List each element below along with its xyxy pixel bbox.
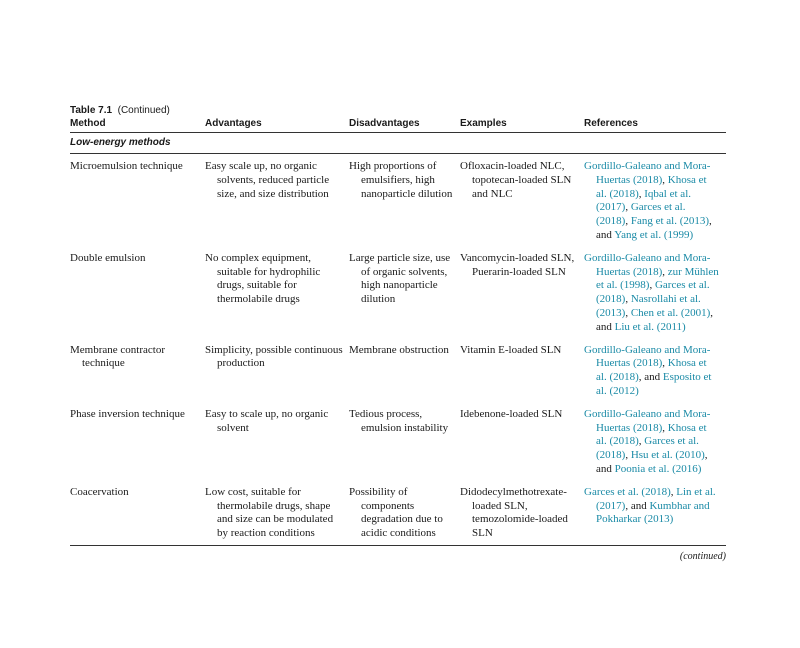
reference-separator: , and — [596, 449, 708, 475]
cell-disadvantages: Large particle size, use of organic solvents, high nanoparticle dilution — [349, 251, 451, 306]
cell-references — [584, 486, 720, 527]
reference-separator: , — [662, 173, 668, 186]
reference-separator: , — [662, 265, 668, 278]
cell-method-container — [70, 404, 205, 482]
cell-method-container — [70, 482, 205, 546]
reference-separator: , — [638, 435, 645, 448]
cell-method-container — [70, 340, 205, 404]
reference-link[interactable]: Nasrollahi et al. (2013) — [596, 293, 701, 319]
cell-references — [584, 344, 720, 399]
reference-separator: , and — [625, 499, 650, 512]
cell-references — [584, 252, 720, 335]
cell-method: Membrane contractor technique — [70, 343, 165, 370]
table-row — [70, 482, 726, 546]
reference-link[interactable]: Iqbal et al. (2017) — [596, 187, 691, 214]
reference-link[interactable]: Lin et al. (2017) — [596, 485, 716, 512]
cell-references-container — [584, 154, 726, 248]
table-row — [70, 248, 726, 340]
cell-examples-container — [460, 482, 584, 546]
reference-separator: , — [625, 215, 631, 228]
cell-disadvantages-container — [349, 340, 460, 404]
reference-link[interactable]: Liu et al. (2011) — [614, 320, 686, 333]
cell-method: Coacervation — [70, 485, 129, 498]
cell-advantages: Easy to scale up, no organic solvent — [205, 407, 329, 434]
cell-disadvantages-container — [349, 154, 460, 248]
reference-link[interactable]: Yang et al. (1999) — [614, 228, 694, 241]
reference-link[interactable]: Esposito et al. (2012) — [596, 371, 712, 397]
cell-references-container — [584, 340, 726, 404]
table-body — [70, 154, 726, 546]
table-header-row — [70, 117, 726, 133]
cell-examples: Vitamin E-loaded SLN — [460, 343, 562, 356]
cell-examples-container — [460, 404, 584, 482]
reference-separator: , — [662, 357, 668, 370]
cell-advantages-container — [205, 248, 349, 340]
reference-separator: , — [625, 201, 631, 214]
reference-separator: , — [625, 449, 631, 462]
reference-link[interactable]: Gordillo-Galeano and Mora-Huertas (2018) — [584, 251, 711, 278]
cell-references-container — [584, 404, 726, 482]
cell-disadvantages-container — [349, 248, 460, 340]
table-row — [70, 404, 726, 482]
table-container — [70, 104, 726, 563]
cell-examples: Vancomycin-loaded SLN, Puerarin-loaded SLN — [460, 251, 575, 278]
header-references: References — [584, 117, 726, 133]
reference-link[interactable]: Fang et al. (2013) — [630, 215, 710, 228]
reference-link[interactable]: Khosa et al. (2018) — [596, 421, 707, 448]
reference-separator: , — [638, 187, 645, 200]
reference-link[interactable]: Gordillo-Galeano and Mora-Huertas (2018) — [584, 407, 711, 434]
cell-examples: Didodecylmethotrexate-loaded SLN, temozolomide-loaded SLN — [460, 485, 568, 540]
reference-separator: , — [662, 421, 668, 434]
cell-method: Double emulsion — [70, 251, 146, 264]
cell-examples: Idebenone-loaded SLN — [460, 407, 563, 420]
reference-link[interactable]: Garces et al. (2018) — [584, 485, 671, 498]
continued-note: (continued) — [679, 550, 726, 562]
reference-separator: , and — [596, 215, 712, 241]
reference-link[interactable]: Chen et al. (2001) — [630, 306, 711, 319]
cell-references-container — [584, 482, 726, 546]
reference-link[interactable]: Khosa et al. (2018) — [596, 357, 707, 384]
table-caption-note: (Continued) — [117, 105, 170, 116]
cell-examples-container — [460, 340, 584, 404]
reference-separator: , — [625, 293, 631, 306]
reference-link[interactable]: Gordillo-Galeano and Mora-Huertas (2018) — [584, 343, 711, 370]
cell-disadvantages: Membrane obstruction — [349, 343, 449, 356]
cell-advantages: No complex equipment, suitable for hydrophilic drugs, suitable for thermolabile drugs — [205, 251, 321, 306]
cell-disadvantages: High proportions of emulsifiers, high nanoparticle dilution — [349, 160, 453, 200]
reference-separator: , — [649, 279, 655, 292]
reference-link[interactable]: Garces et al. (2018) — [596, 201, 686, 228]
header-method: Method — [70, 117, 205, 133]
header-examples: Examples — [460, 117, 584, 133]
cell-examples: Ofloxacin-loaded NLC, topotecan-loaded SLN and NLC — [460, 160, 572, 200]
cell-references — [584, 408, 720, 477]
cell-advantages: Easy scale up, no organic solvents, reduced particle size, and size distribution — [205, 160, 330, 200]
reference-link[interactable]: zur Mühlen et al. (1998) — [596, 265, 719, 292]
table-row — [70, 340, 726, 404]
reference-link[interactable]: Gordillo-Galeano and Mora-Huertas (2018) — [584, 160, 711, 186]
cell-method: Phase inversion technique — [70, 407, 185, 420]
cell-advantages-container — [205, 482, 349, 546]
cell-references — [584, 160, 720, 243]
section-row — [70, 133, 726, 154]
reference-link[interactable]: Hsu et al. (2010) — [630, 449, 705, 462]
reference-link[interactable]: Kumbhar and Pokharkar (2013) — [596, 499, 710, 526]
cell-disadvantages-container — [349, 482, 460, 546]
cell-examples-container — [460, 154, 584, 248]
reference-link[interactable]: Garces et al. (2018) — [596, 279, 710, 306]
cell-method-container — [70, 248, 205, 340]
table-label: Table 7.1 — [70, 105, 113, 116]
table-caption — [70, 104, 726, 117]
reference-link[interactable]: Garces et al. (2018) — [596, 435, 699, 462]
cell-advantages: Simplicity, possible continuous production — [205, 343, 343, 370]
table-row — [70, 154, 726, 248]
cell-advantages: Low cost, suitable for thermolabile drugs, shape and size can be modulated by reaction conditions — [205, 485, 334, 540]
methods-table — [70, 117, 726, 546]
reference-separator: , — [670, 485, 677, 498]
cell-method-container — [70, 154, 205, 248]
reference-link[interactable]: Khosa et al. (2018) — [596, 173, 707, 200]
cell-disadvantages-container — [349, 404, 460, 482]
cell-disadvantages: Tedious process, emulsion instability — [349, 407, 449, 434]
reference-separator: , and — [596, 306, 714, 333]
cell-advantages-container — [205, 154, 349, 248]
reference-separator: , and — [638, 371, 663, 384]
cell-examples-container — [460, 248, 584, 340]
cell-advantages-container — [205, 404, 349, 482]
cell-method: Microemulsion technique — [70, 160, 183, 172]
cell-references-container — [584, 248, 726, 340]
cell-advantages-container — [205, 340, 349, 404]
header-advantages: Advantages — [205, 117, 349, 133]
header-disadvantages: Disadvantages — [349, 117, 460, 133]
reference-link[interactable]: Poonia et al. (2016) — [614, 462, 702, 475]
section-title: Low-energy methods — [70, 133, 726, 154]
cell-disadvantages: Possibility of components degradation due to acidic conditions — [349, 485, 443, 540]
reference-separator: , — [625, 306, 631, 319]
